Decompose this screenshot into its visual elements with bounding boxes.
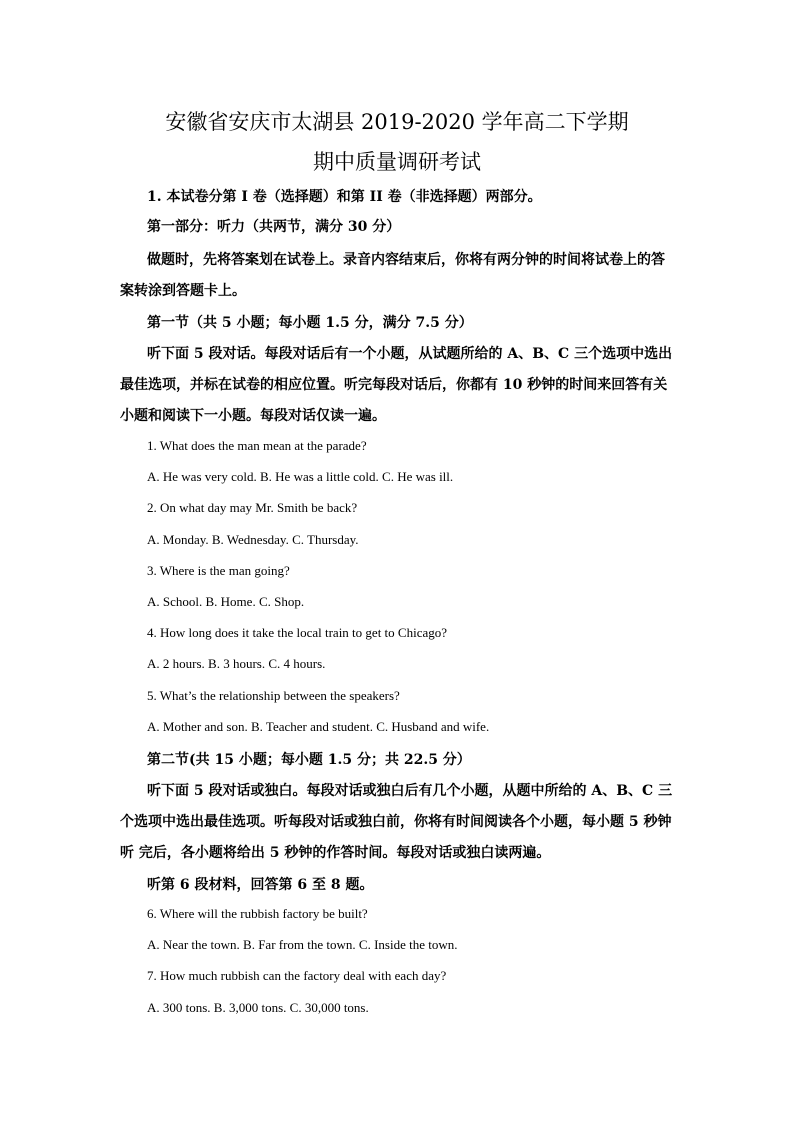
- exam-title-line2: 期中质量调研考试: [313, 150, 481, 174]
- material-6-heading: 听第 6 段材料，回答第 6 至 8 题。: [147, 877, 374, 893]
- question-5-options: A. Mother and son. B. Teacher and student. C. Husband and wife.: [147, 719, 490, 734]
- section-one-instruction-line1: 听下面 5 段对话。每段对话后有一个小题，从试题所给的 A、B、C 三个选项中选出: [147, 346, 673, 362]
- question-2-options: A. Monday. B. Wednesday. C. Thursday.: [147, 532, 359, 547]
- section-two-instruction-line1: 听下面 5 段对话或独白。每段对话或独白后有几个小题，从题中所给的 A、B、C 三: [147, 783, 673, 799]
- listening-instruction-line2: 案转涂到答题卡上。: [120, 283, 246, 299]
- question-5: 5. What’s the relationship between the speakers?: [147, 688, 400, 703]
- instruction-1: 1. 本试卷分第 I 卷（选择题）和第 II 卷（非选择题）两部分。: [147, 189, 542, 205]
- question-7: 7. How much rubbish can the factory deal with each day?: [147, 968, 447, 983]
- listening-instruction-line1: 做题时，先将答案划在试卷上。录音内容结束后，你将有两分钟的时间将试卷上的答: [147, 252, 665, 268]
- question-1: 1. What does the man mean at the parade?: [147, 438, 367, 453]
- section-one-instruction-line3: 小题和阅读下一小题。每段对话仅读一遍。: [120, 408, 386, 424]
- section-one-instruction-line2: 最佳选项，并标在试卷的相应位置。听完每段对话后，你都有 10 秒钟的时间来回答有关: [120, 377, 668, 393]
- question-3-options: A. School. B. Home. C. Shop.: [147, 594, 305, 609]
- question-7-options: A. 300 tons. B. 3,000 tons. C. 30,000 tons.: [147, 1000, 369, 1015]
- section-one-heading: 第一节（共 5 小题；每小题 1.5 分，满分 7.5 分）: [147, 315, 473, 331]
- question-4-options: A. 2 hours. B. 3 hours. C. 4 hours.: [147, 656, 326, 671]
- question-4: 4. How long does it take the local train to get to Chicago?: [147, 625, 448, 640]
- question-6: 6. Where will the rubbish factory be built?: [147, 906, 368, 921]
- section-two-instruction-line2: 个选项中选出最佳选项。听每段对话或独白前，你将有时间阅读各个小题，每小题 5 秒钟: [120, 814, 672, 830]
- question-3: 3. Where is the man going?: [147, 563, 290, 578]
- question-6-options: A. Near the town. B. Far from the town. C. Inside the town.: [147, 937, 458, 952]
- question-1-options: A. He was very cold. B. He was a little cold. C. He was ill.: [147, 469, 454, 484]
- question-2: 2. On what day may Mr. Smith be back?: [147, 500, 358, 515]
- section-two-instruction-line3: 听 完后，各小题将给出 5 秒钟的作答时间。每段对话或独白读两遍。: [120, 845, 551, 861]
- part-one-heading: 第一部分：听力（共两节，满分 30 分）: [147, 219, 401, 235]
- section-two-heading: 第二节(共 15 小题；每小题 1.5 分；共 22.5 分）: [147, 752, 471, 768]
- exam-title-line1: 安徽省安庆市太湖县 2019-2020 学年高二下学期: [165, 110, 629, 134]
